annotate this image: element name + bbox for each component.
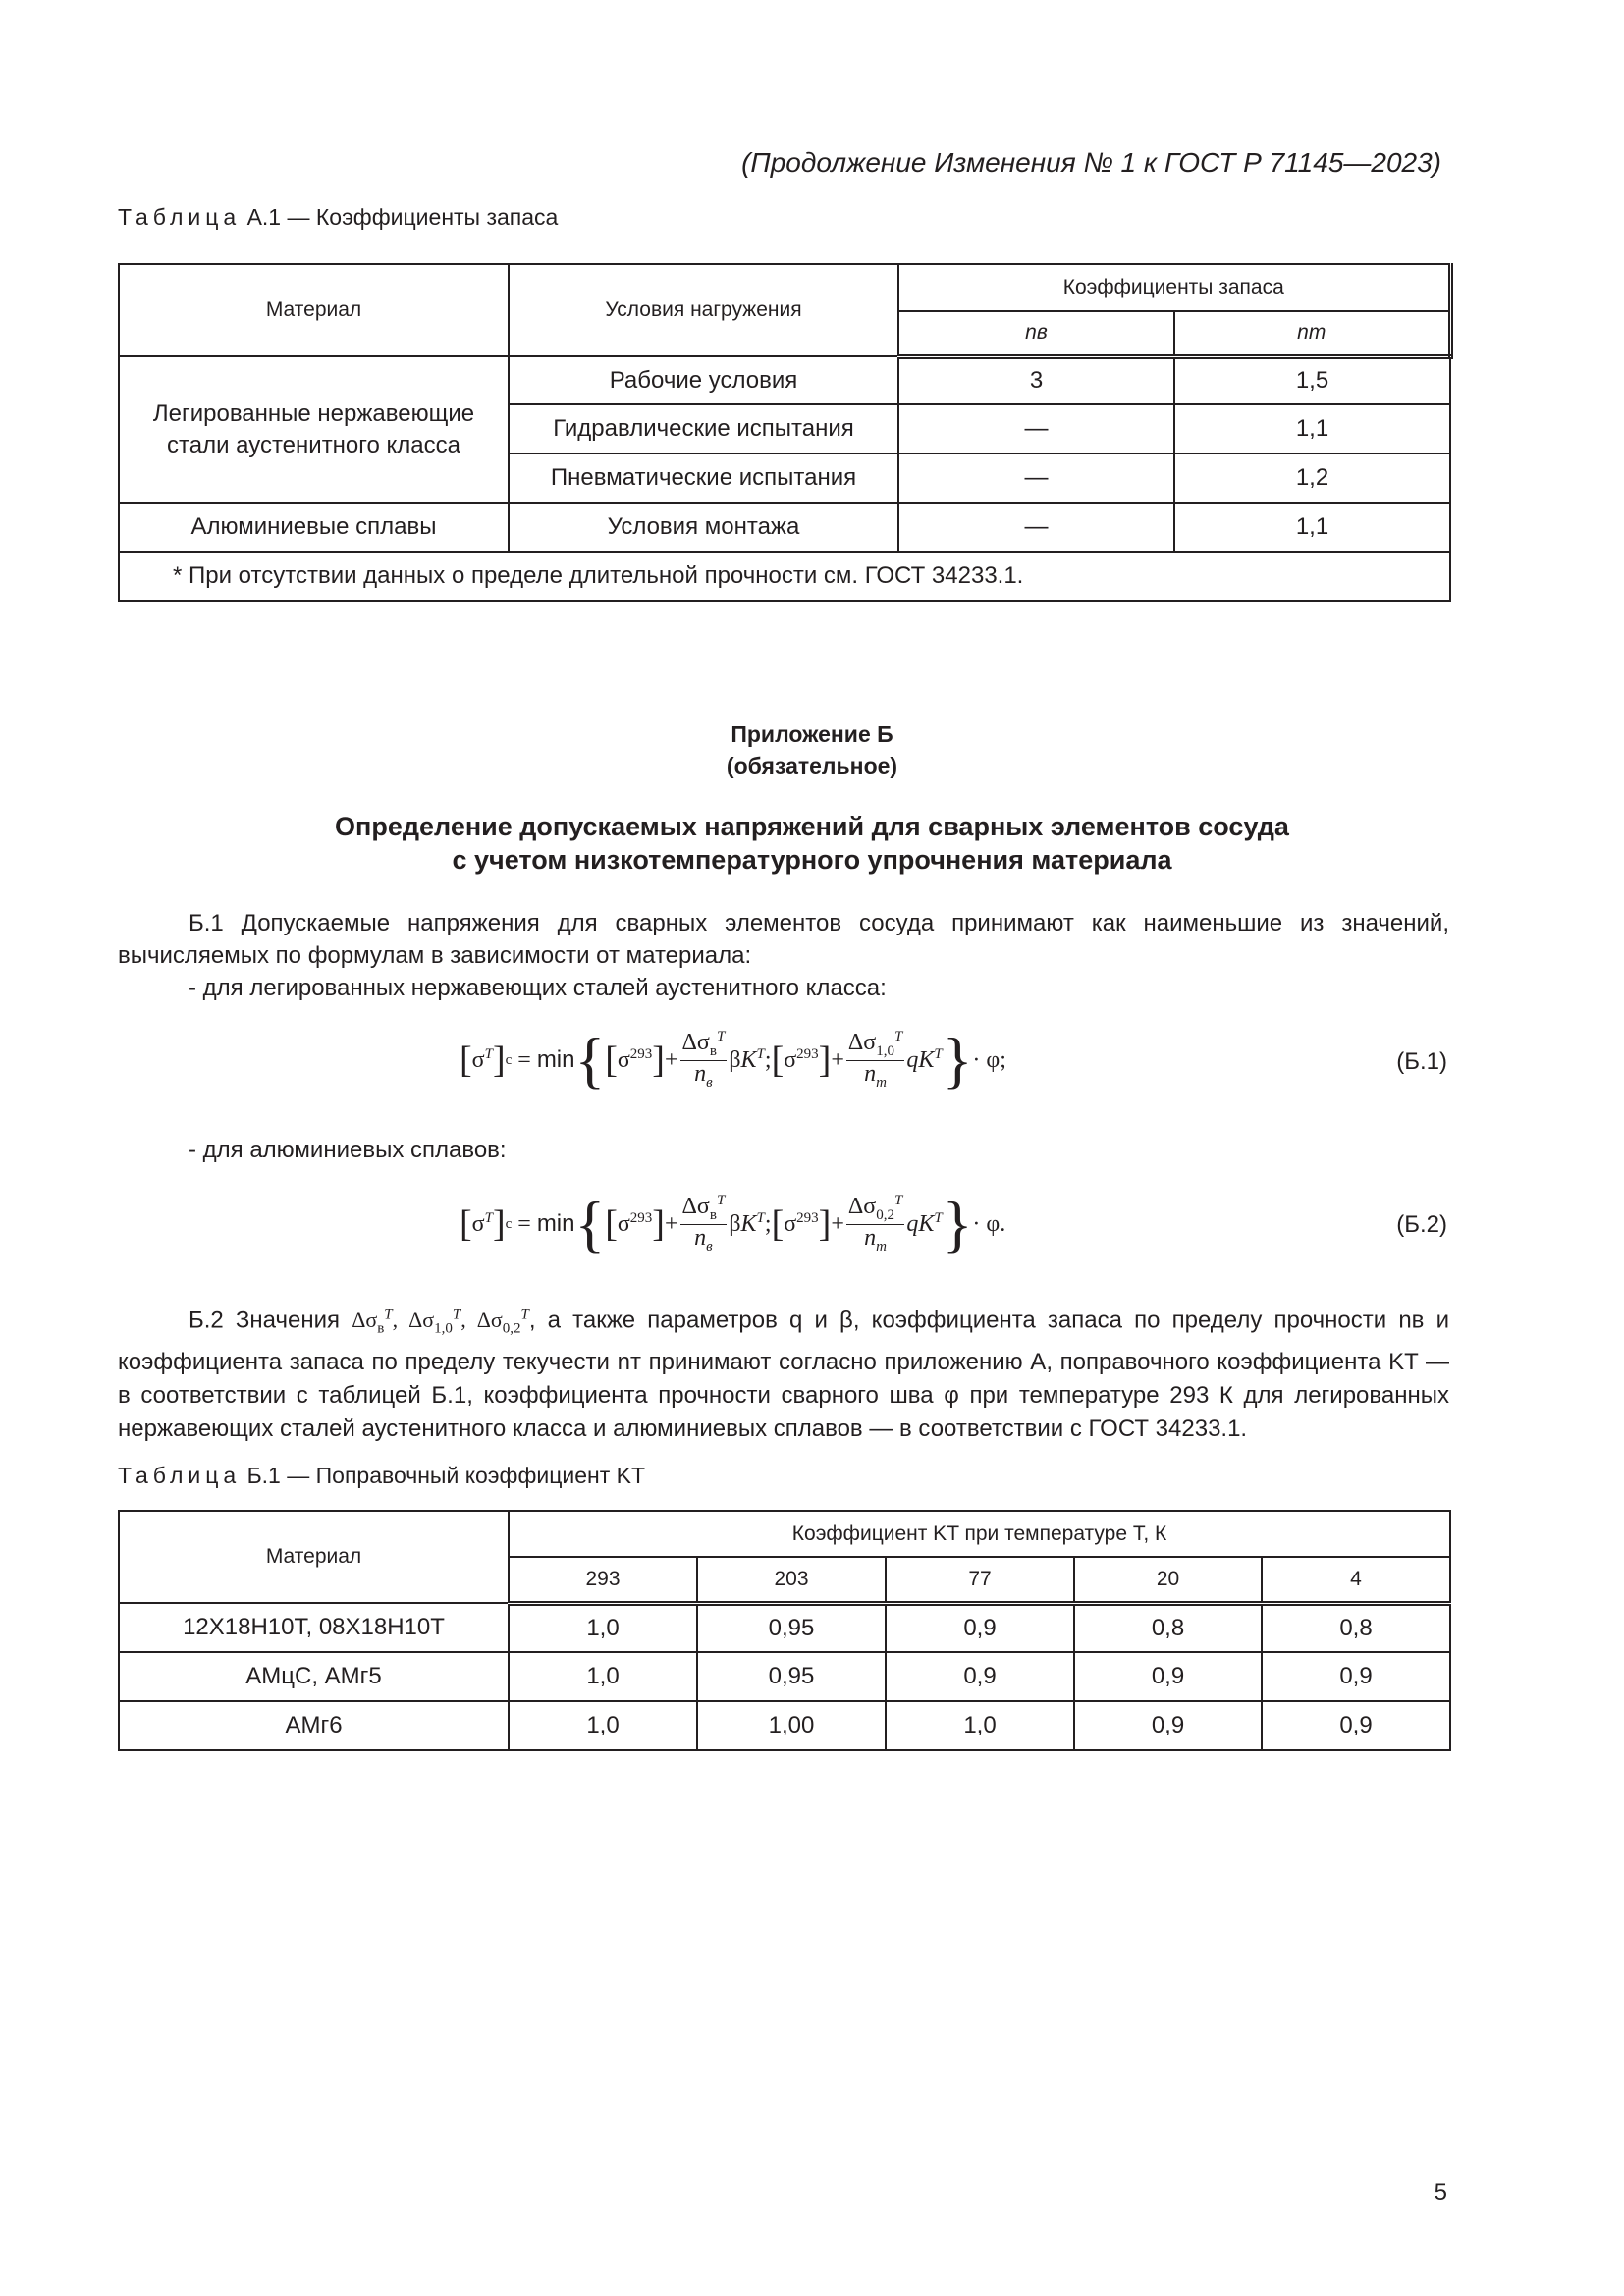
header-coefficient: Коэффициент KT при температуре T, К <box>509 1511 1450 1557</box>
table-a1-caption <box>118 204 558 231</box>
running-header: (Продолжение Изменения № 1 к ГОСТ Р 71145—2023) <box>741 147 1441 178</box>
paragraph-b2-start: Б.2 Значения <box>189 1307 341 1334</box>
caption-text: Б.1 — Поправочный коэффициент KT <box>246 1463 646 1488</box>
appendix-heading-1: Определение допускаемых напряжений для сварных элементов сосуда <box>335 812 1289 841</box>
table-cell: 0,9 <box>1262 1701 1450 1750</box>
paragraph-aluminium: - для алюминиевых сплавов: <box>189 1137 507 1163</box>
header-temp: 293 <box>509 1557 697 1603</box>
table-cell: 0,8 <box>1262 1603 1450 1652</box>
paragraph-b1: Б.1 Допускаемые напряжения для сварных элементов сосуда принимают как наименьшие из значений, вычисляемых по формулам в зависимости от материала: <box>118 910 1449 969</box>
paragraph-steel: - для легированных нержавеющих сталей аустенитного класса: <box>189 975 887 1001</box>
table-cell: 12Х18Н10Т, 08Х18Н10Т <box>119 1603 509 1652</box>
table-cell: 1,2 <box>1174 454 1450 503</box>
caption-word: Таблица <box>118 204 242 230</box>
formula-b1-tail: · φ; <box>972 1046 1006 1073</box>
equation-number-b1: (Б.1) <box>1396 1048 1447 1075</box>
table-cell: 0,95 <box>697 1603 886 1652</box>
table-cell: Рабочие условия <box>509 356 898 404</box>
formula-b1: [ $\sigma^T$ ] c = min { [ $\sigma^{293}$ ] + $\Delta\sigma_в^T$ $n_в$ $\beta K^T$; [ $\sigma^{293}$ ] + $\Delta\sigma_{1,0}^T$ $n_т$ $qK^T$ } · φ; <box>460 1025 1006 1095</box>
table-cell: 0,95 <box>697 1652 886 1701</box>
header-temp: 4 <box>1262 1557 1450 1603</box>
caption-text: А.1 — Коэффициенты запаса <box>246 204 559 230</box>
table-cell: 1,0 <box>509 1652 697 1701</box>
table-cell: 1,00 <box>697 1701 886 1750</box>
table-cell: 1,1 <box>1174 404 1450 454</box>
table-cell: — <box>898 454 1174 503</box>
table-cell: 0,8 <box>1074 1603 1262 1652</box>
table-cell: 0,9 <box>886 1603 1074 1652</box>
paragraph-b2-rest: , а также параметров q и β, коэффициента запаса по пределу прочности nв и коэффициента запаса по пределу текучести nт принимают согласно приложению А, поправочного коэффициента KT — в соответствии с таблицей Б.1, коэффициента прочности сварного шва φ при температуре 293 К для легированных нержавеющих сталей аустенитного класса и алюминиевых сплавов — в соответствии с ГОСТ 34233.1. <box>118 1307 1450 1442</box>
table-cell: 1,1 <box>1174 503 1450 552</box>
table-cell: Гидравлические испытания <box>509 404 898 454</box>
table-cell: 0,9 <box>1074 1652 1262 1701</box>
table-cell: — <box>898 404 1174 454</box>
table-cell: 1,0 <box>509 1701 697 1750</box>
header-n-t: nт <box>1174 311 1450 356</box>
paragraph-b2: Б.2 Значения $\Delta\sigma_в^T$, $\Delta\sigma_{1,0}^T$, $\Delta\sigma_{0,2}^T$, а также параметров q и β, коэффициента запаса по пределу прочности nв и коэффициента запаса по пределу текучести nт принимают согласно приложению А, поправочного коэффициента KT — в соответствии с таблицей Б.1, коэффициента прочности сварного шва φ при температуре 293 К для легированных нержавеющих сталей аустенитного класса и алюминиевых сплавов — в соответствии с ГОСТ 34233.1. <box>118 1307 1450 1442</box>
header-material: Материал <box>119 264 509 356</box>
table-cell: 1,0 <box>886 1701 1074 1750</box>
page-number: 5 <box>1434 2179 1447 2206</box>
header-coefficients: Коэффициенты запаса <box>898 264 1450 311</box>
equation-number-b2: (Б.2) <box>1396 1211 1447 1238</box>
appendix-heading-2: с учетом низкотемпературного упрочнения материала <box>452 845 1172 875</box>
table-cell: 1,5 <box>1174 356 1450 404</box>
table-note: * При отсутствии данных о пределе длительной прочности см. ГОСТ 34233.1. <box>119 552 1450 601</box>
table-cell: 0,9 <box>886 1652 1074 1701</box>
material-aluminium: Алюминиевые сплавы <box>119 503 509 552</box>
table-cell: Условия монтажа <box>509 503 898 552</box>
header-n-b: nв <box>898 311 1174 356</box>
appendix-subtitle: (обязательное) <box>726 753 898 778</box>
appendix-title: Приложение Б <box>731 721 893 747</box>
table-cell: АМцС, АМг5 <box>119 1652 509 1701</box>
table-a1 <box>118 263 1453 602</box>
header-material: Материал <box>119 1511 509 1603</box>
formula-b2: [ $\sigma^T$ ] c = min { [ $\sigma^{293}$ ] + $\Delta\sigma_в^T$ $n_в$ $\beta K^T$; [ $\sigma^{293}$ ] + $\Delta\sigma_{0,2}^T$ $n_т$ $qK^T$ } · φ. <box>460 1189 1006 1258</box>
caption-word: Таблица <box>118 1463 242 1488</box>
table-b1 <box>118 1510 1451 1751</box>
material-stainless: Легированные нержавеющие стали аустенитного класса <box>119 356 509 503</box>
table-cell: 3 <box>898 356 1174 404</box>
table-b1-caption <box>118 1463 645 1489</box>
header-temp: 20 <box>1074 1557 1262 1603</box>
table-cell: 0,9 <box>1074 1701 1262 1750</box>
header-temp: 203 <box>697 1557 886 1603</box>
formula-b2-tail: · φ. <box>972 1210 1006 1237</box>
table-cell: АМг6 <box>119 1701 509 1750</box>
table-cell: Пневматические испытания <box>509 454 898 503</box>
table-cell: — <box>898 503 1174 552</box>
table-cell: 0,9 <box>1262 1652 1450 1701</box>
table-cell: 1,0 <box>509 1603 697 1652</box>
header-temp: 77 <box>886 1557 1074 1603</box>
header-conditions: Условия нагружения <box>509 264 898 356</box>
